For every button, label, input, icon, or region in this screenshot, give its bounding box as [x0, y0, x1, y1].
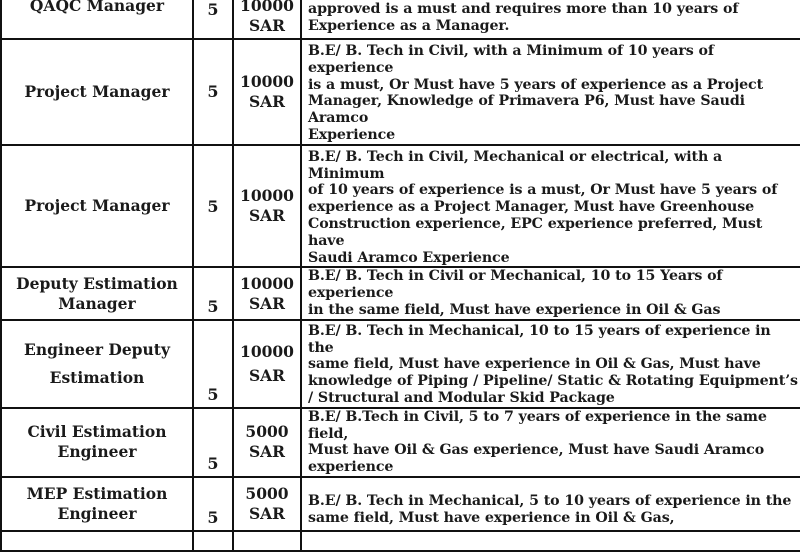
requirement-line: approved is a must and requires more than 10 years of [308, 1, 739, 17]
quantity-cell [193, 267, 233, 319]
requirement-line: in the same field, Must have experience in Oil & Gas [308, 301, 721, 318]
position-cell [1, 0, 193, 39]
salary-amount: 10000 [240, 341, 294, 361]
requirement-line: same field, Must have experience in Oil & Gas, [308, 510, 675, 527]
requirement-line: same field, Must have experience in Oil & Gas, Must have [308, 356, 761, 373]
requirement-line: B.E/ B. Tech in Mechanical, 10 to 15 years of experience in the [308, 322, 771, 356]
quantity-cell [193, 0, 233, 39]
salary-amount: 10000 [240, 0, 294, 15]
requirement-line: / Structural and Modular Skid Package [308, 389, 615, 406]
salary-amount: 5000 [245, 422, 289, 442]
salary-amount: 10000 [240, 273, 294, 293]
salary-cell [233, 39, 301, 145]
requirement-line: B.E/ B.Tech in Civil, 5 to 7 years of experience in the same field, [308, 408, 767, 442]
requirement-line: B.E/ B. Tech in Civil or Mechanical, 10 to 15 Years of experience [308, 268, 723, 302]
salary-cell [233, 145, 301, 268]
position-cell [1, 477, 193, 531]
requirement-line: B.E/ B. Tech in Mechanical, 5 to 10 years of experience in the [308, 493, 792, 510]
table-row [1, 145, 800, 268]
salary-currency: SAR [248, 442, 286, 462]
quantity-cell [193, 477, 233, 531]
requirement-line: is a must, Or Must have 5 years of experience as a Project [308, 76, 764, 93]
quantity-value: 5 [207, 0, 219, 19]
position-cell [1, 320, 193, 408]
position-title: Project Manager [24, 81, 170, 101]
requirements-cell [301, 531, 800, 551]
requirements-cell [301, 320, 800, 408]
salary-cell [233, 267, 301, 319]
table-row [1, 39, 800, 145]
position-cell [1, 408, 193, 477]
salary-currency: SAR [248, 365, 286, 385]
requirements-cell [301, 477, 800, 531]
table-row [1, 0, 800, 39]
position-title-line: MEP Estimation [26, 483, 168, 503]
salary-amount: 5000 [245, 483, 289, 503]
position-title: Project Manager [24, 196, 170, 216]
requirement-line: of 10 years of experience is a must, Or Must have 5 years of [308, 182, 778, 199]
table-row [1, 320, 800, 408]
requirements-cell [301, 39, 800, 145]
requirement-line: Experience [308, 126, 396, 143]
salary-cell [233, 531, 301, 551]
quantity-value: 5 [207, 82, 219, 102]
salary-currency: SAR [248, 206, 286, 226]
position-cell [1, 39, 193, 145]
salary-currency: SAR [248, 91, 286, 111]
position-title-line: Deputy Estimation [16, 273, 178, 293]
salary-cell [233, 477, 301, 531]
requirement-line: Manager, Knowledge of Primavera P6, Must have Saudi Aramco [308, 93, 745, 127]
salary-cell [233, 320, 301, 408]
requirements-cell [301, 145, 800, 268]
quantity-cell [193, 408, 233, 477]
position-cell [1, 267, 193, 319]
quantity-value: 5 [207, 196, 219, 216]
requirement-line: Experience as a Manager. [308, 17, 510, 34]
requirements-cell [301, 267, 800, 319]
quantity-cell [193, 39, 233, 145]
requirements-cell [301, 0, 800, 39]
salary-currency: SAR [248, 293, 286, 313]
quantity-value: 5 [207, 384, 219, 404]
position-title-line: Engineer [57, 442, 137, 462]
salary-cell [233, 408, 301, 477]
table-row [1, 408, 800, 477]
position-title-line: Civil Estimation [27, 422, 167, 442]
position-title-line: Manager [58, 293, 136, 313]
position-title-line: Engineer Deputy [24, 339, 170, 359]
requirement-line: Construction experience, EPC experience preferred, Must have [308, 215, 763, 249]
requirement-line: experience [308, 459, 394, 476]
position-title-line: Engineer [57, 503, 137, 523]
position-title: QAQC Manager [29, 0, 165, 15]
quantity-value: 5 [207, 296, 219, 316]
requirement-line: B.E/ B. Tech in Civil, Mechanical or electrical, with a Minimum [308, 148, 723, 182]
requirement-line: experience as a Project Manager, Must have Greenhouse [308, 199, 755, 216]
quantity-cell [193, 320, 233, 408]
requirement-line: Saudi Aramco Experience [308, 249, 510, 266]
quantity-cell [193, 531, 233, 551]
table-row [1, 477, 800, 531]
salary-amount: 10000 [240, 71, 294, 91]
requirements-cell [301, 408, 800, 477]
salary-currency: SAR [248, 503, 286, 523]
quantity-cell [193, 145, 233, 268]
quantity-value: 5 [207, 453, 219, 473]
table-row [1, 267, 800, 319]
salary-amount: 10000 [240, 186, 294, 206]
requirement-line: Must have Oil & Gas experience, Must have Saudi Aramco [308, 442, 765, 459]
quantity-value: 5 [207, 507, 219, 527]
position-cell [1, 531, 193, 551]
salary-cell [233, 0, 301, 39]
requirement-line: B.E/ B. Tech in Civil, with a Minimum of 10 years of experience [308, 43, 714, 76]
position-cell [1, 145, 193, 268]
position-title-line: Estimation [49, 367, 145, 387]
table-row [1, 531, 800, 551]
salary-currency: SAR [248, 16, 286, 35]
requirement-line: knowledge of Piping / Pipeline/ Static & Rotating Equipment’s [308, 373, 798, 390]
